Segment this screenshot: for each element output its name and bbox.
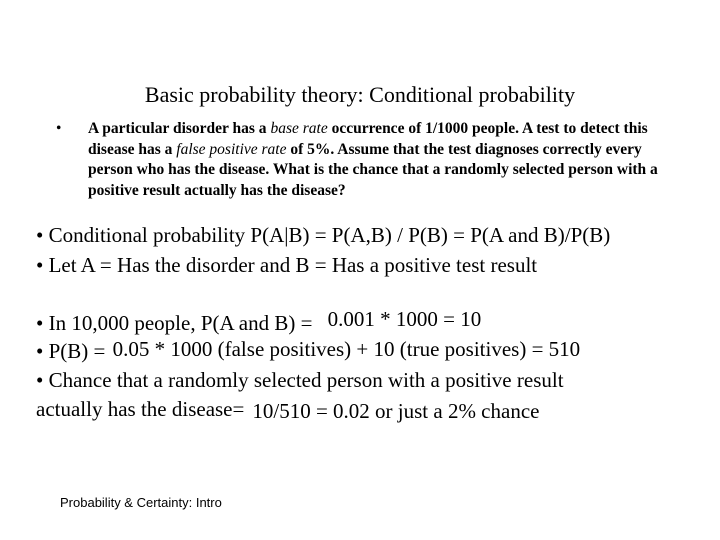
chance-line-1: • Chance that a randomly selected person with a positive result [36, 368, 564, 392]
slide-title: Basic probability theory: Conditional probability [144, 82, 576, 107]
joint-probability-line [36, 307, 482, 336]
joint-probability-value: 0.001 * 1000 = 10 [327, 307, 482, 331]
conditional-probability-line: • Conditional probability P(A|B) = P(A,B) / P(B) = P(A and B)/P(B) [36, 223, 611, 247]
chance-line-2 [36, 396, 539, 422]
pb-label: • P(B) = [36, 339, 111, 363]
false-positive-rate-term: false positive rate [176, 140, 287, 158]
problem-statement [56, 119, 666, 201]
pb-line [36, 338, 580, 364]
pb-value: 0.05 * 1000 (false positives) + 10 (true positives) = 510 [112, 337, 581, 361]
problem-text-part3: of 5%. Assume that the test diagnoses correctly every person who has the disease. What is the chance that a randomly selected person with a positive result actually has the disease? [88, 140, 658, 199]
joint-probability-label: • In 10,000 people, P(A and B) = [36, 311, 318, 335]
let-definition-line: • Let A = Has the disorder and B = Has a positive test result [36, 253, 538, 277]
problem-text-part2: occurrence of 1/1000 people. A test to detect this disease has a [88, 120, 648, 158]
base-rate-term: base rate [270, 120, 328, 137]
problem-text [88, 119, 666, 201]
chance-value: 10/510 = 0.02 or just a 2% chance [252, 399, 540, 423]
problem-bullet: • [56, 120, 62, 137]
slide-footer: Probability & Certainty: Intro [60, 495, 222, 510]
problem-text-part1: A particular disorder has a [88, 120, 271, 137]
chance-label: actually has the disease= [36, 397, 245, 421]
